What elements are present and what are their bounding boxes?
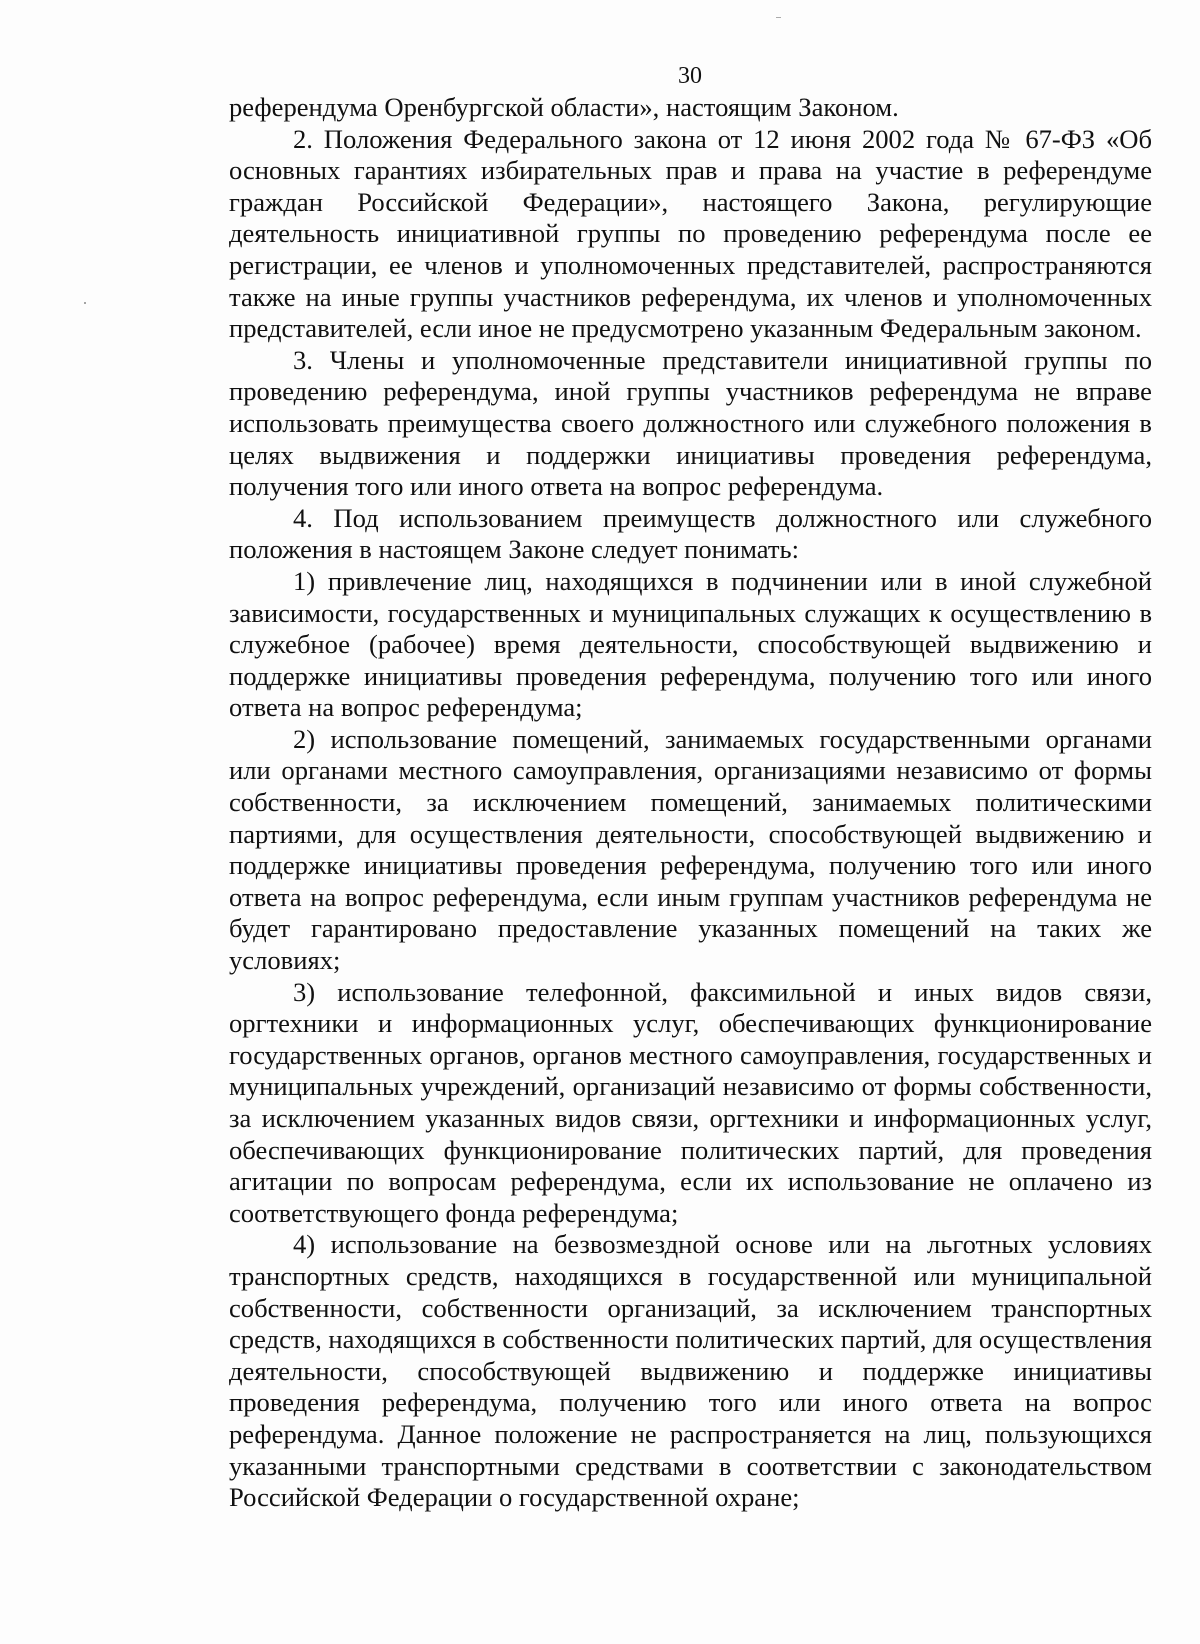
- paragraph-item-3: 3) использование телефонной, факсимильной и иных видов связи, оргтехники и информационных услуг, обеспечивающих функционирование государственных органов, органов местного самоуправления, государственных и муниципальных учреждений, организаций независимо от формы собственности, за исключением указанных видов связи, оргтехники и информационных услуг, обеспечивающих функционирование политических партий, для проведения агитации по вопросам референдума, если их использование не оплачено из соответствующего фонда референдума;: [229, 976, 1152, 1228]
- paragraph-item-4: 4) использование на безвозмездной основе или на льготных условиях транспортных средств, находящихся в государственной или муниципальной собственности, собственности организаций, за исключением транспортных средств, находящихся в собственности политических партий, для осуществления деятельности, способствующей выдвижению и поддержке инициативы проведения референдума, получению того или иного ответа на вопрос референдума. Данное положение не распространяется на лиц, пользующихся указанными транспортными средствами в соответствии с законодательством Российской Федерации о государственной охране;: [229, 1229, 1152, 1513]
- paragraph-continuation: референдума Оренбургской области», настоящим Законом.: [229, 92, 899, 122]
- document-body: [229, 92, 1152, 1514]
- scan-speck: [84, 302, 86, 304]
- paragraph-item-2: 2) использование помещений, занимаемых государственными органами или органами местного самоуправления, организациями независимо от формы собственности, за исключением помещений, занимаемых политическими партиями, для осуществления деятельности, способствующей выдвижению и поддержке инициативы проведения референдума, получению того или иного ответа на вопрос референдума, если иным группам участников референдума не будет гарантировано предоставление указанных помещений на таких же условиях;: [229, 723, 1152, 976]
- paragraph-clause-4: 4. Под использованием преимуществ должностного или служебного положения в настоящем Законе следует понимать:: [229, 502, 1152, 565]
- page-number: 30: [678, 63, 702, 89]
- paragraph-clause-3: 3. Члены и уполномоченные представители инициативной группы по проведению референдума, иной группы участников референдума не вправе использовать преимущества своего должностного или служебного положения в целях выдвижения и поддержки инициативы проведения референдума, получения того или иного ответа на вопрос референдума.: [229, 344, 1152, 502]
- paragraph-item-1: 1) привлечение лиц, находящихся в подчинении или в иной служебной зависимости, государственных и муниципальных служащих к осуществлению в служебное (рабочее) время деятельности, способствующей выдвижению и поддержке инициативы проведения референдума, получению того или иного ответа на вопрос референдума;: [229, 565, 1152, 723]
- scan-mark: [776, 17, 781, 18]
- paragraph-clause-2: 2. Положения Федерального закона от 12 июня 2002 года № 67-ФЗ «Об основных гарантиях избирательных прав и права на участие в референдуме граждан Российской Федерации», настоящего Закона, регулирующие деятельность инициативной группы по проведению референдума после ее регистрации, ее членов и уполномоченных представителей, распространяются также на иные группы участников референдума, их членов и уполномоченных представителей, если иное не предусмотрено указанным Федеральным законом.: [229, 123, 1152, 344]
